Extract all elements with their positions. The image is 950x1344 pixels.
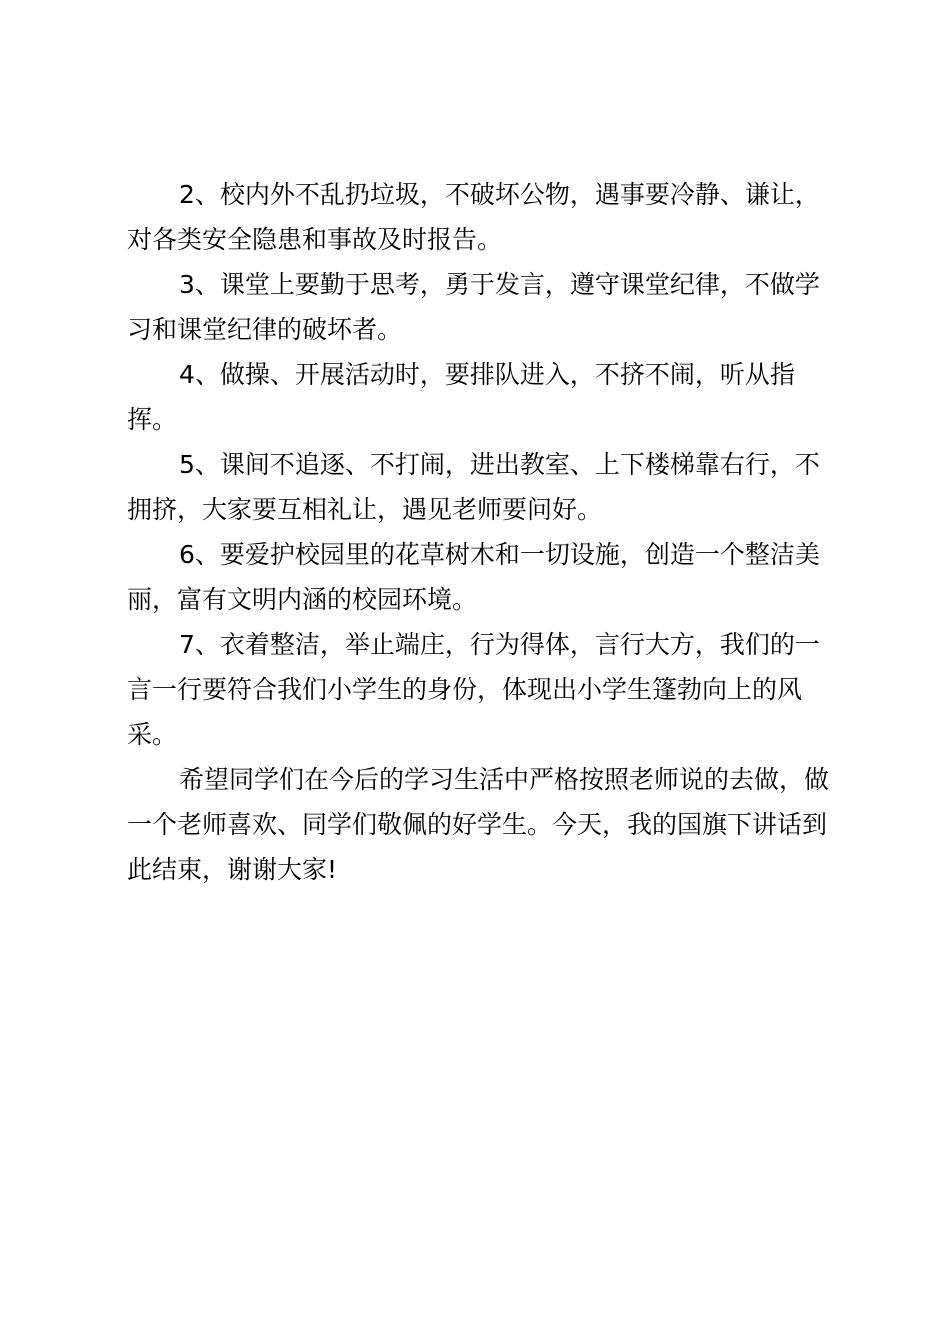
- paragraph-rule-2: 2、校内外不乱扔垃圾，不破坏公物，遇事要冷静、谦让，对各类安全隐患和事故及时报告。: [127, 180, 820, 254]
- paragraph-rule-4: 4、做操、开展活动时，要排队进入，不挤不闹，听从指挥。: [127, 360, 795, 434]
- paragraph-rule-5: 5、课间不追逐、不打闹，进出教室、上下楼梯靠右行，不拥挤，大家要互相礼让，遇见老师要问好。: [127, 450, 820, 524]
- paragraph-rule-3: 3、课堂上要勤于思考，勇于发言，遵守课堂纪律，不做学习和课堂纪律的破坏者。: [127, 270, 820, 344]
- document-body: [127, 172, 839, 892]
- paragraph-rule-7: 7、衣着整洁，举止端庄，行为得体，言行大方，我们的一言一行要符合我们小学生的身份，体现出小学生篷勃向上的风采。: [127, 630, 820, 749]
- paragraph-rule-6: 6、要爱护校园里的花草树木和一切设施，创造一个整洁美丽，富有文明内涵的校园环境。: [127, 540, 820, 614]
- paragraph-closing: 希望同学们在今后的学习生活中严格按照老师说的去做，做一个老师喜欢、同学们敬佩的好学生。今天，我的国旗下讲话到此结束，谢谢大家!: [127, 765, 830, 884]
